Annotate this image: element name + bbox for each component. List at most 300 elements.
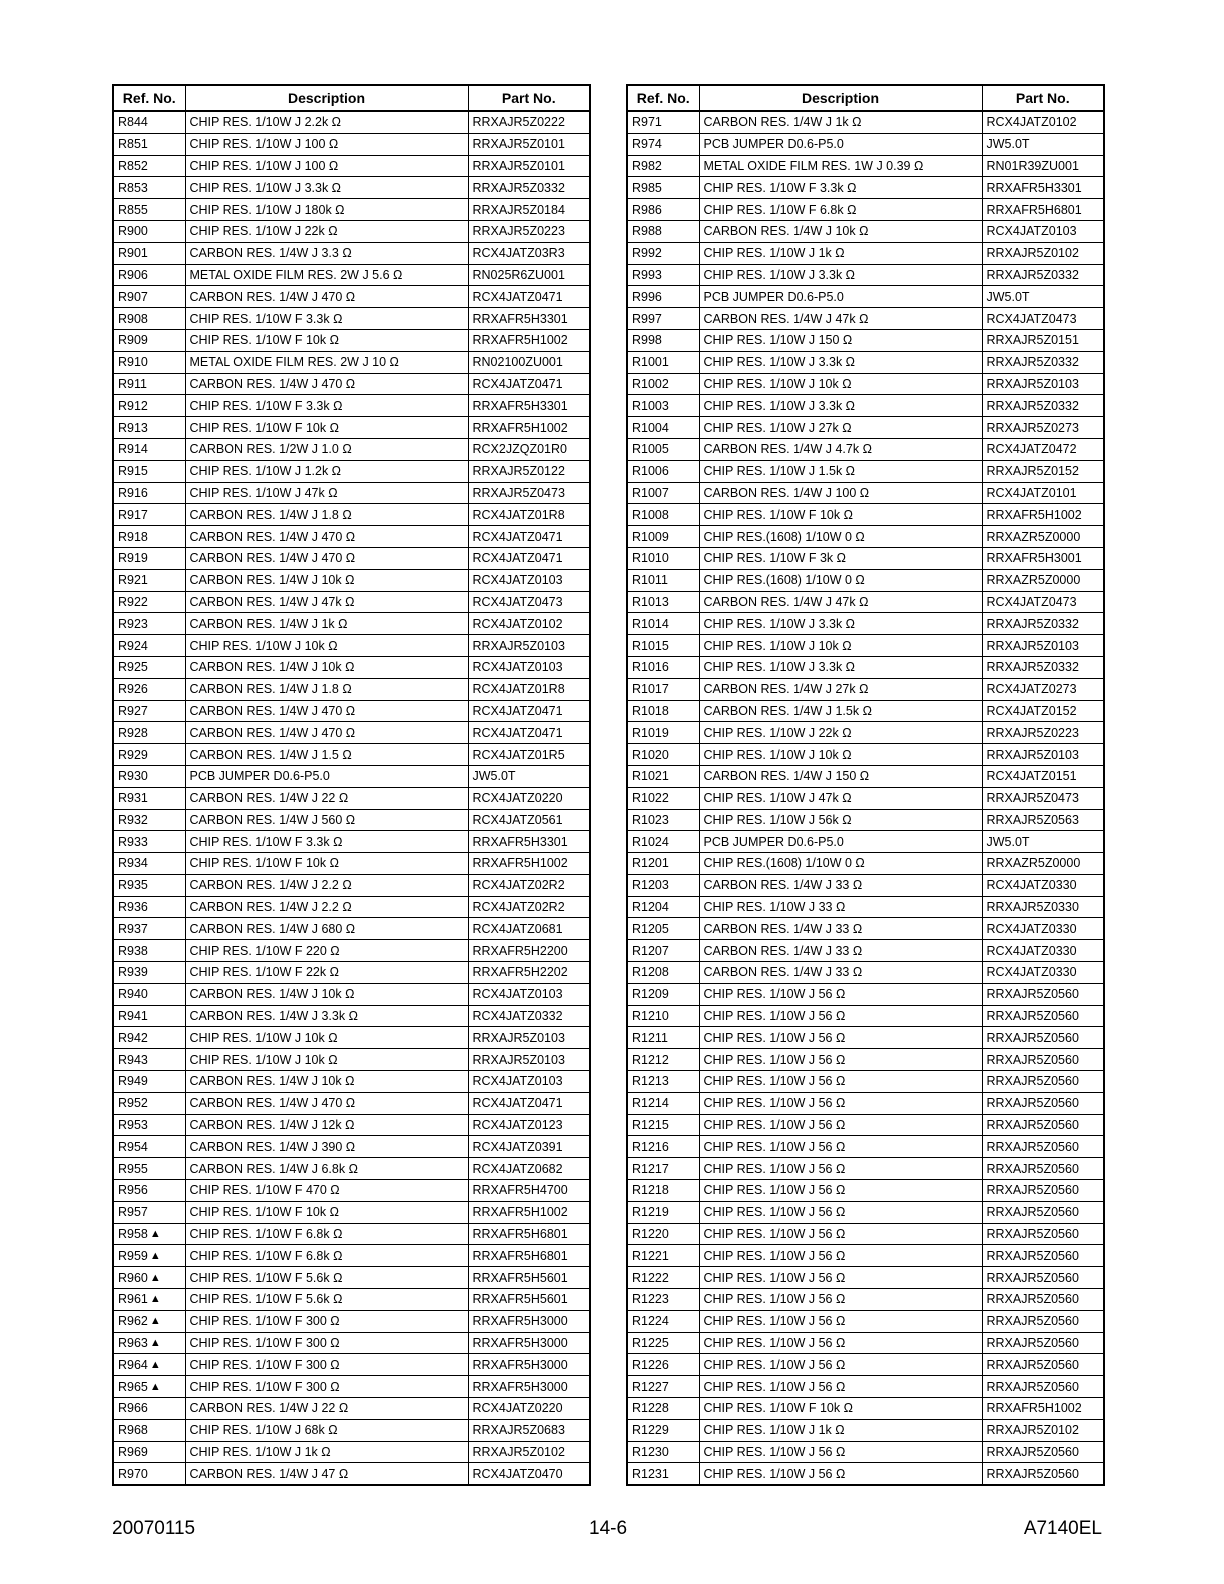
- ref-no-cell: [627, 1158, 699, 1180]
- ref-no-text: R996: [632, 289, 662, 304]
- description-cell: CHIP RES. 1/10W J 10k Ω: [699, 635, 982, 657]
- ref-no-cell: [627, 1310, 699, 1332]
- ref-no-cell: [113, 1136, 185, 1158]
- description-cell: CHIP RES.(1608) 1/10W 0 Ω: [699, 853, 982, 875]
- description-cell: CHIP RES. 1/10W J 100 Ω: [185, 133, 468, 155]
- description-cell: CHIP RES. 1/10W J 1.5k Ω: [699, 460, 982, 482]
- description-cell: CHIP RES. 1/10W J 10k Ω: [185, 1027, 468, 1049]
- part-no-cell: RCX4JATZ0103: [982, 220, 1104, 242]
- part-no-cell: JW5.0T: [468, 765, 590, 787]
- part-no-cell: RRXAJR5Z0330: [982, 896, 1104, 918]
- ref-no-text: R1228: [632, 1401, 669, 1416]
- ref-no-text: R844: [118, 115, 148, 130]
- description-cell: CHIP RES. 1/10W F 10k Ω: [185, 329, 468, 351]
- part-no-cell: RCX4JATZ0473: [468, 591, 590, 613]
- description-cell: CHIP RES. 1/10W F 5.6k Ω: [185, 1267, 468, 1289]
- description-cell: CARBON RES. 1/4W J 3.3k Ω: [185, 1005, 468, 1027]
- table-row: [627, 547, 1104, 569]
- ref-no-cell: [113, 1180, 185, 1202]
- description-cell: CARBON RES. 1/4W J 27k Ω: [699, 678, 982, 700]
- table-row: [113, 242, 590, 264]
- ref-no-text: R936: [118, 900, 148, 915]
- ref-no-text: R953: [118, 1118, 148, 1133]
- part-no-cell: RCX4JATZ0330: [982, 940, 1104, 962]
- warning-triangle-icon: ▲: [149, 1337, 161, 1350]
- table-row: [627, 460, 1104, 482]
- ref-no-text: R1209: [632, 987, 669, 1002]
- ref-no-cell: [113, 1289, 185, 1311]
- table-row: [113, 983, 590, 1005]
- ref-no-cell: [627, 787, 699, 809]
- description-cell: CHIP RES. 1/10W J 10k Ω: [185, 635, 468, 657]
- table-row: [627, 918, 1104, 940]
- table-row: [113, 438, 590, 460]
- part-no-cell: RRXAJR5Z0560: [982, 1245, 1104, 1267]
- ref-no-text: R1205: [632, 921, 669, 936]
- part-no-cell: RRXAFR5H1002: [468, 329, 590, 351]
- table-row: [113, 177, 590, 199]
- part-no-cell: RRXAJR5Z0332: [982, 656, 1104, 678]
- ref-no-cell: [113, 155, 185, 177]
- description-cell: CHIP RES. 1/10W F 3.3k Ω: [185, 395, 468, 417]
- description-cell: CHIP RES. 1/10W J 56 Ω: [699, 1005, 982, 1027]
- part-no-cell: RRXAJR5Z0332: [982, 351, 1104, 373]
- part-no-cell: RRXAFR5H4700: [468, 1180, 590, 1202]
- description-cell: CARBON RES. 1/4W J 470 Ω: [185, 526, 468, 548]
- warning-triangle-icon: ▲: [149, 1271, 161, 1284]
- table-row: [113, 940, 590, 962]
- part-no-cell: RRXAJR5Z0152: [982, 460, 1104, 482]
- table-row: [627, 504, 1104, 526]
- ref-no-text: R917: [118, 507, 148, 522]
- description-cell: CHIP RES. 1/10W J 1k Ω: [699, 1419, 982, 1441]
- part-no-cell: RRXAJR5Z0560: [982, 1092, 1104, 1114]
- table-row: [627, 1398, 1104, 1420]
- description-cell: CHIP RES. 1/10W J 56 Ω: [699, 1332, 982, 1354]
- description-cell: CHIP RES. 1/10W F 3.3k Ω: [185, 831, 468, 853]
- table-row: [627, 1027, 1104, 1049]
- ref-no-text: R1003: [632, 398, 669, 413]
- ref-no-text: R960: [118, 1270, 148, 1285]
- part-no-cell: JW5.0T: [982, 286, 1104, 308]
- table-row: [113, 722, 590, 744]
- ref-no-cell: [627, 1441, 699, 1463]
- part-no-cell: RCX4JATZ0103: [468, 983, 590, 1005]
- ref-no-cell: [113, 373, 185, 395]
- table-row: [627, 1267, 1104, 1289]
- ref-no-cell: [627, 1419, 699, 1441]
- description-cell: CHIP RES. 1/10W J 56 Ω: [699, 1289, 982, 1311]
- part-no-cell: RRXAJR5Z0560: [982, 1223, 1104, 1245]
- part-no-cell: RRXAJR5Z0560: [982, 1463, 1104, 1485]
- warning-triangle-icon: ▲: [149, 1358, 161, 1371]
- header-ref-no: Ref. No.: [627, 85, 699, 111]
- part-no-cell: RCX4JATZ0220: [468, 787, 590, 809]
- part-no-cell: RRXAFR5H5601: [468, 1289, 590, 1311]
- ref-no-cell: [113, 1245, 185, 1267]
- description-cell: CHIP RES. 1/10W J 56 Ω: [699, 1463, 982, 1485]
- part-no-cell: RCX4JATZ0273: [982, 678, 1104, 700]
- table-row: [113, 569, 590, 591]
- ref-no-cell: [113, 133, 185, 155]
- part-no-cell: RRXAJR5Z0273: [982, 417, 1104, 439]
- description-cell: CHIP RES. 1/10W J 56 Ω: [699, 1245, 982, 1267]
- ref-no-text: R1010: [632, 551, 669, 566]
- ref-no-text: R1201: [632, 856, 669, 871]
- footer-model-number: A7140EL: [1023, 1518, 1102, 1539]
- ref-no-text: R1213: [632, 1074, 669, 1089]
- description-cell: CHIP RES. 1/10W F 10k Ω: [699, 504, 982, 526]
- description-cell: CHIP RES. 1/10W J 1.2k Ω: [185, 460, 468, 482]
- ref-no-cell: [627, 1092, 699, 1114]
- ref-no-text: R1230: [632, 1445, 669, 1459]
- ref-no-cell: [113, 896, 185, 918]
- table-row: [627, 242, 1104, 264]
- ref-no-text: R935: [118, 878, 148, 893]
- description-cell: CHIP RES. 1/10W J 56 Ω: [699, 1267, 982, 1289]
- ref-no-cell: [113, 613, 185, 635]
- table-row: [627, 765, 1104, 787]
- ref-no-text: R924: [118, 638, 148, 653]
- ref-no-text: R970: [118, 1466, 148, 1481]
- description-cell: CARBON RES. 1/4W J 680 Ω: [185, 918, 468, 940]
- part-no-cell: RRXAJR5Z0101: [468, 133, 590, 155]
- ref-no-cell: [627, 460, 699, 482]
- part-no-cell: RCX4JATZ0391: [468, 1136, 590, 1158]
- ref-no-cell: [113, 308, 185, 330]
- part-no-cell: RRXAJR5Z0560: [982, 1201, 1104, 1223]
- table-row: [627, 1463, 1104, 1485]
- description-cell: CARBON RES. 1/4W J 150 Ω: [699, 765, 982, 787]
- description-cell: CHIP RES. 1/10W J 47k Ω: [185, 482, 468, 504]
- table-row: [113, 1441, 590, 1463]
- ref-no-cell: [113, 1158, 185, 1180]
- part-no-cell: RRXAZR5Z0000: [982, 853, 1104, 875]
- ref-no-text: R1223: [632, 1292, 669, 1307]
- table-row: [627, 1005, 1104, 1027]
- ref-no-text: R922: [118, 594, 148, 609]
- description-cell: CARBON RES. 1/4W J 4.7k Ω: [699, 438, 982, 460]
- table-row: [627, 1136, 1104, 1158]
- table-row: [113, 1158, 590, 1180]
- part-no-cell: RRXAJR5Z0560: [982, 1267, 1104, 1289]
- part-no-cell: RRXAFR5H1002: [468, 417, 590, 439]
- ref-no-text: R1211: [632, 1030, 668, 1045]
- part-no-cell: RRXAJR5Z0560: [982, 1114, 1104, 1136]
- ref-no-cell: [627, 547, 699, 569]
- ref-no-text: R1002: [632, 376, 669, 391]
- description-cell: CHIP RES. 1/10W J 68k Ω: [185, 1419, 468, 1441]
- ref-no-cell: [113, 678, 185, 700]
- description-cell: CHIP RES. 1/10W F 3k Ω: [699, 547, 982, 569]
- table-row: [113, 1398, 590, 1420]
- table-row: [113, 286, 590, 308]
- table-row: [627, 591, 1104, 613]
- description-cell: CHIP RES. 1/10W F 300 Ω: [185, 1332, 468, 1354]
- table-row: [627, 983, 1104, 1005]
- part-no-cell: RCX4JATZ01R8: [468, 678, 590, 700]
- part-no-cell: RRXAZR5Z0000: [982, 526, 1104, 548]
- part-no-cell: RRXAJR5Z0102: [468, 1441, 590, 1463]
- description-cell: CHIP RES. 1/10W J 2.2k Ω: [185, 111, 468, 133]
- description-cell: CHIP RES. 1/10W J 56 Ω: [699, 1158, 982, 1180]
- description-cell: CHIP RES. 1/10W J 56 Ω: [699, 1180, 982, 1202]
- table-row: [113, 1092, 590, 1114]
- warning-triangle-icon: ▲: [149, 1228, 161, 1241]
- description-cell: CARBON RES. 1/4W J 100 Ω: [699, 482, 982, 504]
- ref-no-cell: [113, 831, 185, 853]
- part-no-cell: RRXAFR5H2202: [468, 962, 590, 984]
- table-row: [113, 1071, 590, 1093]
- ref-no-text: R959: [118, 1248, 148, 1263]
- part-no-cell: RCX4JATZ0330: [982, 874, 1104, 896]
- description-cell: CARBON RES. 1/4W J 470 Ω: [185, 700, 468, 722]
- table-row: [627, 1310, 1104, 1332]
- ref-no-text: R912: [118, 398, 148, 413]
- table-row: [113, 831, 590, 853]
- part-no-cell: RCX4JATZ0471: [468, 1092, 590, 1114]
- ref-no-text: R969: [118, 1445, 148, 1459]
- header-description: Description: [185, 85, 468, 111]
- footer-date: 20070115: [112, 1518, 196, 1539]
- description-cell: CARBON RES. 1/4W J 390 Ω: [185, 1136, 468, 1158]
- description-cell: CHIP RES. 1/10W F 300 Ω: [185, 1354, 468, 1376]
- table-row: [627, 264, 1104, 286]
- ref-no-cell: [113, 656, 185, 678]
- ref-no-text: R997: [632, 311, 662, 326]
- ref-no-cell: [113, 220, 185, 242]
- ref-no-text: R937: [118, 921, 148, 936]
- ref-no-cell: [627, 1114, 699, 1136]
- part-no-cell: RRXAJR5Z0103: [468, 1027, 590, 1049]
- table-row: [113, 1027, 590, 1049]
- ref-no-text: R1220: [632, 1227, 669, 1242]
- warning-triangle-icon: ▲: [149, 1293, 161, 1306]
- ref-no-text: R1018: [632, 703, 669, 718]
- ref-no-text: R929: [118, 747, 148, 762]
- ref-no-text: R1204: [632, 900, 669, 915]
- table-row: [113, 1201, 590, 1223]
- part-no-cell: RRXAJR5Z0103: [982, 635, 1104, 657]
- table-row: [113, 962, 590, 984]
- ref-no-cell: [113, 1092, 185, 1114]
- table-row: [113, 199, 590, 221]
- ref-no-text: R851: [118, 137, 148, 152]
- ref-no-cell: [627, 1049, 699, 1071]
- table-row: [627, 373, 1104, 395]
- ref-no-text: R921: [118, 573, 148, 588]
- description-cell: CARBON RES. 1/4W J 1.8 Ω: [185, 678, 468, 700]
- ref-no-cell: [113, 504, 185, 526]
- description-cell: CHIP RES. 1/10W J 56 Ω: [699, 1441, 982, 1463]
- ref-no-text: R1212: [632, 1052, 669, 1067]
- ref-no-text: R1214: [632, 1096, 669, 1111]
- ref-no-cell: [627, 1332, 699, 1354]
- ref-no-cell: [627, 504, 699, 526]
- ref-no-cell: [113, 1071, 185, 1093]
- description-cell: CARBON RES. 1/4W J 10k Ω: [185, 983, 468, 1005]
- ref-no-text: R1013: [632, 594, 669, 609]
- description-cell: CHIP RES. 1/10W J 22k Ω: [699, 722, 982, 744]
- table-row: [627, 1354, 1104, 1376]
- description-cell: CHIP RES. 1/10W F 470 Ω: [185, 1180, 468, 1202]
- part-no-cell: RCX4JATZ0473: [982, 308, 1104, 330]
- description-cell: CHIP RES. 1/10W J 3.3k Ω: [699, 656, 982, 678]
- part-no-cell: RRXAJR5Z0332: [982, 613, 1104, 635]
- ref-no-text: R949: [118, 1074, 148, 1089]
- table-row: [113, 787, 590, 809]
- ref-no-cell: [113, 111, 185, 133]
- description-cell: CHIP RES. 1/10W F 5.6k Ω: [185, 1289, 468, 1311]
- header-ref-no: Ref. No.: [113, 85, 185, 111]
- table-row: [627, 635, 1104, 657]
- description-cell: CHIP RES. 1/10W F 6.8k Ω: [699, 199, 982, 221]
- ref-no-text: R942: [118, 1030, 148, 1045]
- part-no-cell: RCX4JATZ0471: [468, 526, 590, 548]
- ref-no-text: R900: [118, 224, 148, 239]
- ref-no-cell: [113, 722, 185, 744]
- description-cell: CARBON RES. 1/4W J 47k Ω: [699, 308, 982, 330]
- ref-no-text: R909: [118, 333, 148, 348]
- description-cell: CHIP RES. 1/10W F 10k Ω: [185, 417, 468, 439]
- table-row: [113, 744, 590, 766]
- ref-no-cell: [113, 809, 185, 831]
- part-no-cell: RRXAJR5Z0103: [468, 1049, 590, 1071]
- part-no-cell: RRXAJR5Z0560: [982, 1005, 1104, 1027]
- description-cell: PCB JUMPER D0.6-P5.0: [699, 133, 982, 155]
- description-cell: CARBON RES. 1/4W J 1k Ω: [699, 111, 982, 133]
- table-row: [627, 1114, 1104, 1136]
- ref-no-cell: [627, 1267, 699, 1289]
- ref-no-text: R956: [118, 1183, 148, 1198]
- ref-no-text: R943: [118, 1052, 148, 1067]
- ref-no-cell: [113, 438, 185, 460]
- ref-no-text: R1001: [632, 355, 669, 370]
- part-no-cell: RCX4JATZ0102: [982, 111, 1104, 133]
- ref-no-cell: [627, 1354, 699, 1376]
- table-row: [113, 373, 590, 395]
- table-row: [113, 395, 590, 417]
- table-row: [627, 286, 1104, 308]
- part-no-cell: RRXAJR5Z0222: [468, 111, 590, 133]
- ref-no-cell: [113, 329, 185, 351]
- description-cell: CHIP RES. 1/10W F 10k Ω: [185, 853, 468, 875]
- ref-no-cell: [113, 962, 185, 984]
- ref-no-text: R1224: [632, 1314, 669, 1329]
- part-no-cell: RCX4JATZ0471: [468, 700, 590, 722]
- ref-no-cell: [627, 591, 699, 613]
- ref-no-cell: [627, 199, 699, 221]
- ref-no-text: R907: [118, 289, 148, 304]
- ref-no-text: R908: [118, 311, 148, 326]
- description-cell: CARBON RES. 1/4W J 470 Ω: [185, 373, 468, 395]
- ref-no-text: R958: [118, 1227, 148, 1242]
- ref-no-cell: [627, 678, 699, 700]
- ref-no-cell: [113, 853, 185, 875]
- table-row: [627, 1245, 1104, 1267]
- description-cell: CHIP RES. 1/10W J 56 Ω: [699, 1354, 982, 1376]
- part-no-cell: RRXAFR5H6801: [468, 1223, 590, 1245]
- description-cell: CARBON RES. 1/4W J 22 Ω: [185, 1398, 468, 1420]
- description-cell: CHIP RES. 1/10W J 10k Ω: [185, 1049, 468, 1071]
- part-no-cell: RRXAJR5Z0332: [982, 395, 1104, 417]
- table-row: [113, 329, 590, 351]
- ref-no-text: R992: [632, 246, 662, 261]
- part-no-cell: RRXAJR5Z0102: [982, 1419, 1104, 1441]
- ref-no-text: R906: [118, 267, 148, 282]
- table-row: [113, 1332, 590, 1354]
- part-no-cell: RRXAJR5Z0151: [982, 329, 1104, 351]
- description-cell: CARBON RES. 1/4W J 47k Ω: [185, 591, 468, 613]
- description-cell: CHIP RES. 1/10W F 10k Ω: [185, 1201, 468, 1223]
- ref-no-text: R938: [118, 943, 148, 958]
- table-row: [113, 809, 590, 831]
- description-cell: CHIP RES. 1/10W J 56 Ω: [699, 1136, 982, 1158]
- ref-no-cell: [627, 983, 699, 1005]
- table-row: [113, 591, 590, 613]
- description-cell: CHIP RES. 1/10W J 56 Ω: [699, 983, 982, 1005]
- part-no-cell: RRXAFR5H3301: [982, 177, 1104, 199]
- ref-no-text: R1006: [632, 464, 669, 479]
- part-no-cell: RRXAJR5Z0103: [468, 635, 590, 657]
- table-row: [113, 1005, 590, 1027]
- ref-no-cell: [627, 482, 699, 504]
- part-no-cell: RRXAFR5H3000: [468, 1354, 590, 1376]
- table-row: [113, 220, 590, 242]
- ref-no-text: R985: [632, 180, 662, 195]
- description-cell: CHIP RES. 1/10W F 3.3k Ω: [699, 177, 982, 199]
- ref-no-cell: [113, 591, 185, 613]
- ref-no-cell: [627, 962, 699, 984]
- ref-no-text: R982: [632, 158, 662, 173]
- part-no-cell: RRXAJR5Z0560: [982, 1310, 1104, 1332]
- part-no-cell: RCX4JATZ0103: [468, 1071, 590, 1093]
- part-no-cell: RRXAJR5Z0560: [982, 1180, 1104, 1202]
- table-row: [113, 417, 590, 439]
- table-row: [627, 351, 1104, 373]
- ref-no-text: R913: [118, 420, 148, 435]
- ref-no-text: R1009: [632, 529, 669, 544]
- part-no-cell: RRXAFR5H1002: [468, 853, 590, 875]
- ref-no-text: R852: [118, 158, 148, 173]
- ref-no-cell: [627, 351, 699, 373]
- part-no-cell: RRXAFR5H3000: [468, 1376, 590, 1398]
- ref-no-text: R901: [118, 246, 148, 261]
- ref-no-text: R1231: [632, 1466, 669, 1481]
- description-cell: CHIP RES. 1/10W J 56 Ω: [699, 1092, 982, 1114]
- part-no-cell: RRXAFR5H3000: [468, 1332, 590, 1354]
- part-no-cell: RRXAZR5Z0000: [982, 569, 1104, 591]
- ref-no-cell: [113, 983, 185, 1005]
- table-row: [113, 482, 590, 504]
- description-cell: CHIP RES. 1/10W F 300 Ω: [185, 1310, 468, 1332]
- part-no-cell: RRXAFR5H1002: [982, 504, 1104, 526]
- description-cell: CARBON RES. 1/4W J 47k Ω: [699, 591, 982, 613]
- ref-no-cell: [627, 918, 699, 940]
- description-cell: CARBON RES. 1/4W J 22 Ω: [185, 787, 468, 809]
- ref-no-text: R1222: [632, 1270, 669, 1285]
- ref-no-text: R1208: [632, 965, 669, 980]
- ref-no-cell: [627, 613, 699, 635]
- description-cell: CHIP RES. 1/10W J 56 Ω: [699, 1049, 982, 1071]
- ref-no-cell: [113, 700, 185, 722]
- table-row: [113, 1223, 590, 1245]
- description-cell: CHIP RES. 1/10W J 1k Ω: [699, 242, 982, 264]
- part-no-cell: RRXAJR5Z0223: [468, 220, 590, 242]
- part-no-cell: RCX4JATZ0471: [468, 373, 590, 395]
- table-row: [627, 656, 1104, 678]
- description-cell: PCB JUMPER D0.6-P5.0: [185, 765, 468, 787]
